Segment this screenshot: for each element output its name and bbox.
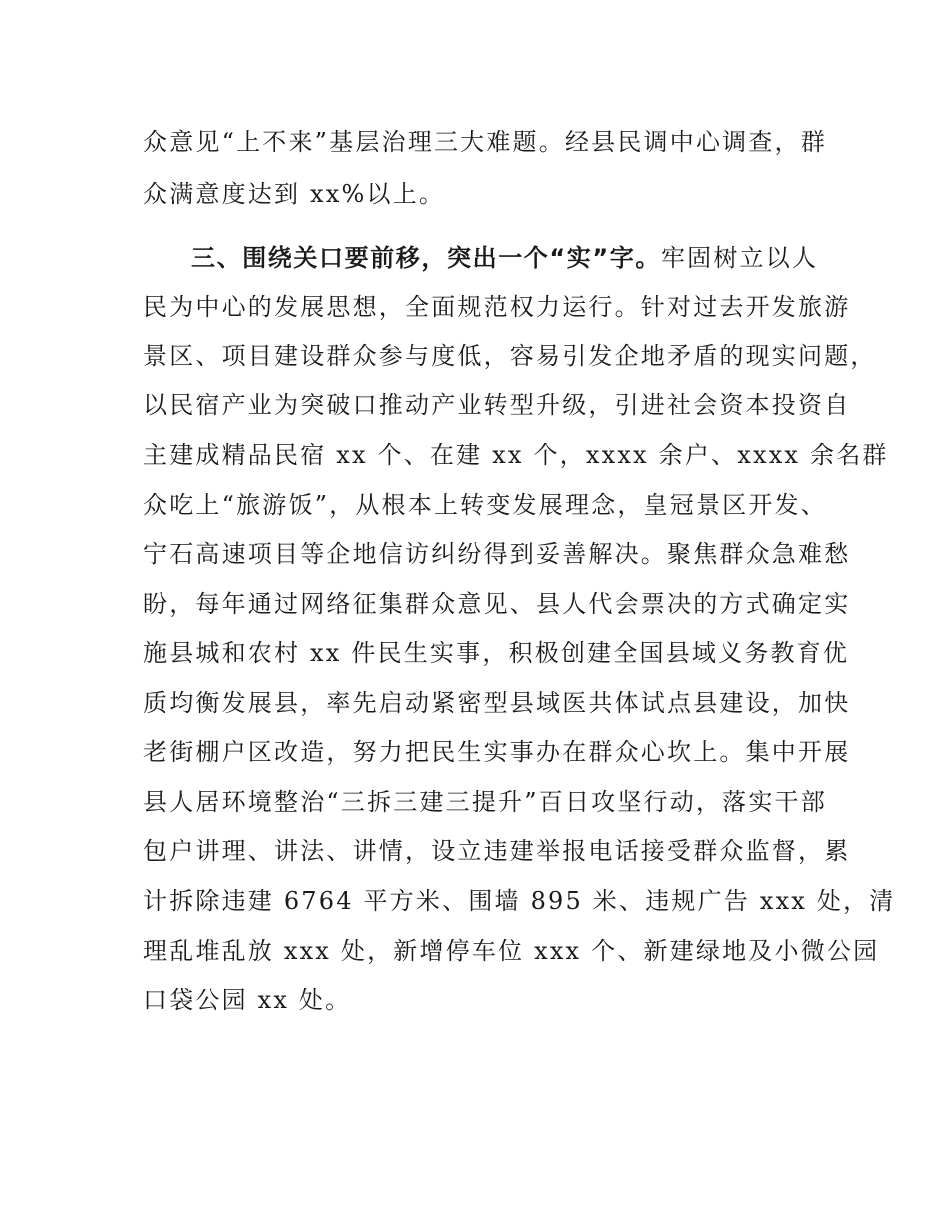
- paragraph-2-line: 施县城和农村 xx 件民生实事，积极创建全国县域义务教育优: [143, 639, 850, 667]
- paragraph-2-line: 包户讲理、讲法、讲情，设立违建举报电话接受群众监督，累: [143, 837, 851, 865]
- paragraph-2-line: 景区、项目建设群众参与度低，容易引发企地矛盾的现实问题，: [143, 342, 877, 370]
- paragraph-2-line: 口袋公园 xx 处。: [143, 986, 352, 1014]
- section-heading-line: [191, 243, 818, 273]
- paragraph-2-line: 老街棚户区改造，努力把民生实事办在群众心坎上。集中开展: [143, 738, 851, 766]
- paragraph-2-line: 盼，每年通过网络征集群众意见、县人代会票决的方式确定实: [143, 590, 851, 618]
- paragraph-2-line: 质均衡发展县，率先启动紧密型县域医共体试点县建设，加快: [143, 689, 851, 717]
- paragraph-2-line-1-rest: 牢固树立以人: [660, 244, 819, 272]
- paragraph-1-line-2: 众满意度达到 xx%以上。: [143, 180, 446, 208]
- section-heading: 三、围绕关口要前移，突出一个“实”字。: [191, 244, 661, 272]
- paragraph-2-line: 县人居环境整治“三拆三建三提升”百日攻坚行动，落实干部: [143, 788, 827, 816]
- paragraph-2-line: 理乱堆乱放 xxx 处，新增停车位 xxx 个、新建绿地及小微公园: [143, 937, 880, 965]
- paragraph-2-line: 民为中心的发展思想，全面规范权力运行。针对过去开发旅游: [143, 293, 851, 321]
- paragraph-2-line: 众吃上“旅游饭”，从根本上转变发展理念，皇冠景区开发、: [143, 491, 827, 519]
- paragraph-2-line: 宁石高速项目等企地信访纠纷得到妥善解决。聚焦群众急难愁: [143, 540, 851, 568]
- paragraph-1-line-1: 众意见“上不来”基层治理三大难题。经县民调中心调查，群: [143, 128, 827, 156]
- paragraph-2-line: 以民宿产业为突破口推动产业转型升级，引进社会资本投资自: [143, 391, 851, 419]
- paragraph-2-line: 计拆除违建 6764 平方米、围墙 895 米、违规广告 xxx 处，清: [143, 887, 896, 915]
- paragraph-2-line: 主建成精品民宿 xx 个、在建 xx 个，xxxx 余户、xxxx 余名群: [143, 441, 889, 469]
